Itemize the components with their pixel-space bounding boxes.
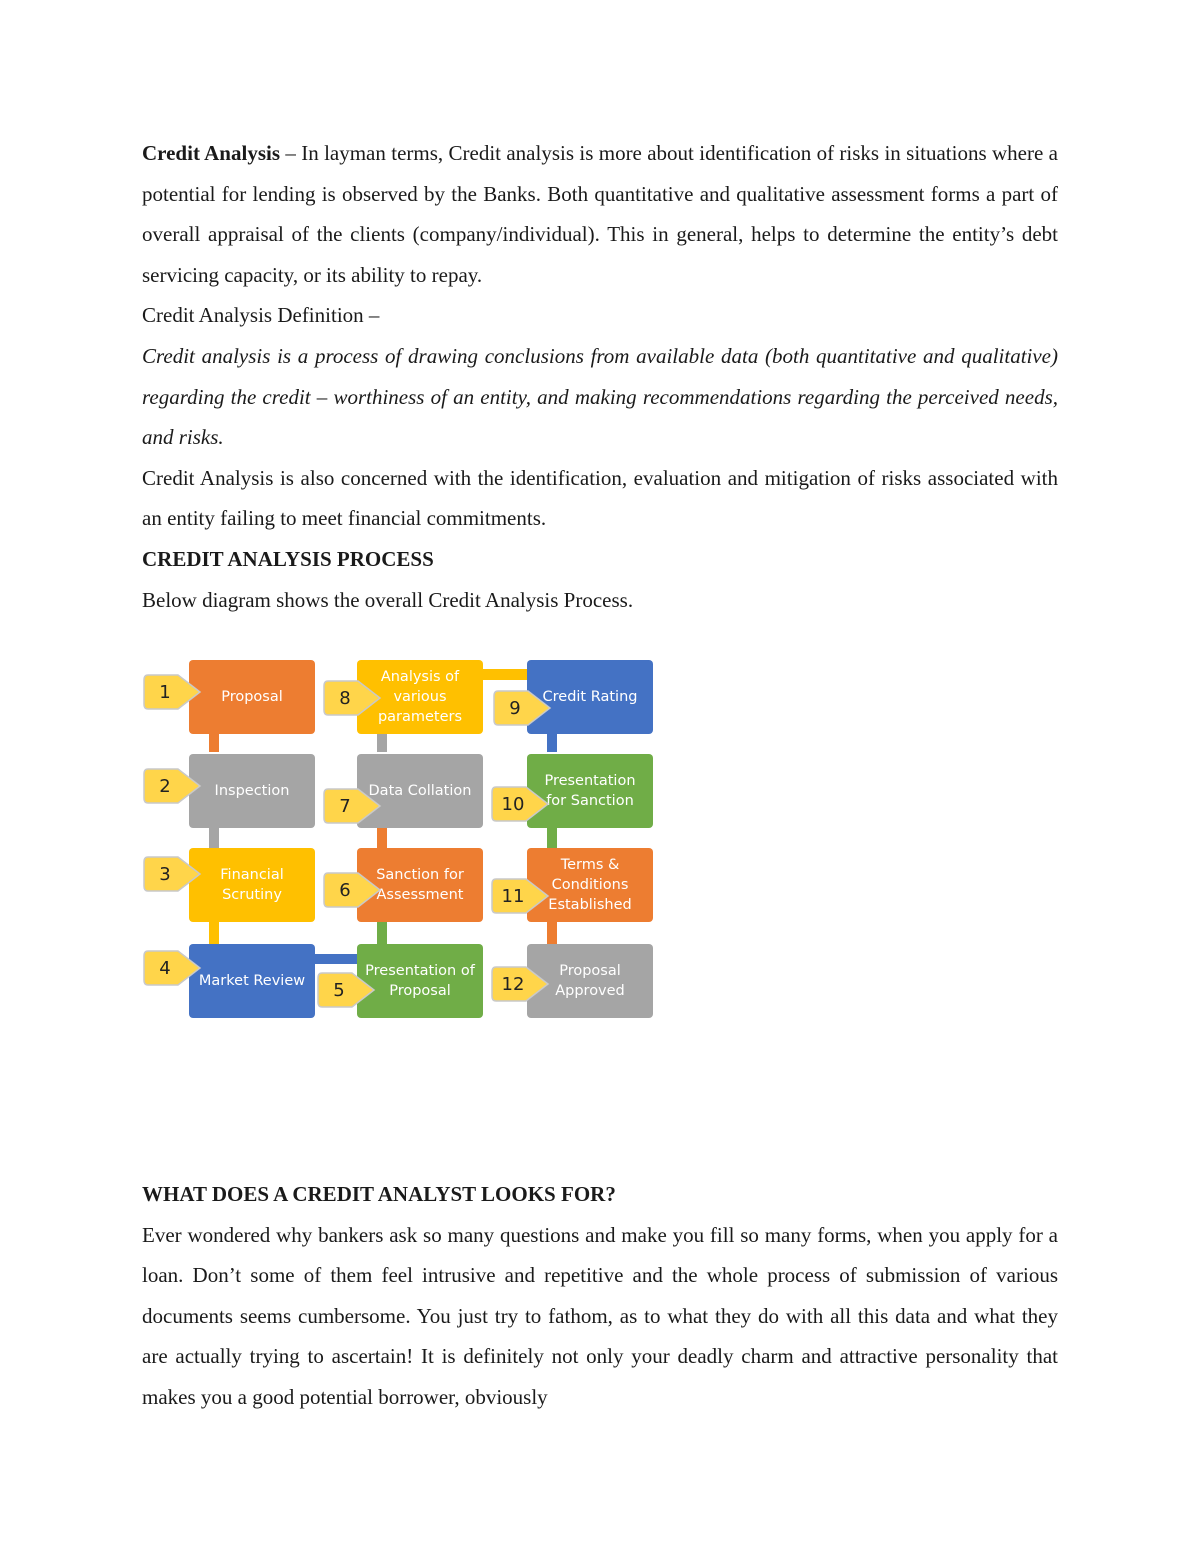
connector-10-11 [547,828,557,848]
step-box-financial-scrutiny [189,848,315,922]
step-number-12: 12 [501,973,525,995]
step-label-3: Financial Scrutiny [220,867,284,903]
looks-heading: WHAT DOES A CREDIT ANALYST LOOKS FOR? [142,1182,616,1206]
step-box-market-review [189,944,315,1018]
step-badge-6 [322,870,384,910]
step-number-1: 1 [159,681,171,703]
step-badge-10 [490,784,552,824]
step-badge-11 [490,876,552,916]
intro-text: – In layman terms, Credit analysis is more about identification of risks in situations where a potential for lending is observed by the Banks. Both quantitative and qualitative assessment forms a part of overall appraisal of the clients (company/individual). This in general, helps to determine the entity’s debt servicing capacity, or its ability to repay. [142,141,1058,287]
step-badge-3 [142,854,204,894]
process-heading: CREDIT ANALYSIS PROCESS [142,546,434,571]
step-badge-4 [142,948,204,988]
looks-paragraph: Ever wondered why bankers ask so many questions and make you fill so many forms, when you apply for a loan. Don’t some of them feel intrusive and repetitive and the whole process of submission of various documents seems cumbersome. You just try to fathom, as to what they do with all this data and what they are actually trying to ascertain! It is definitely not only your deadly charm and attractive personality that makes you a good potential borrower, obviously [142,1222,1058,1409]
connector-7-8 [377,734,387,752]
step-box-inspection [189,754,315,828]
definition-label: Credit Analysis Definition – [142,303,380,328]
step-label-6: Sanction for Assessment [376,867,464,903]
step-badge-9 [492,688,554,728]
step-badge-8 [322,678,384,718]
step-label-12: Proposal Approved [555,963,625,999]
step-label-7: Data Collation [368,783,472,799]
connector-2-3 [209,828,219,848]
step-label-11: Terms & Conditions Established [548,857,632,913]
step-badge-2 [142,766,204,806]
step-number-5: 5 [333,979,345,1001]
step-badge-5 [316,970,378,1010]
step-number-6: 6 [339,879,351,901]
step-label-4: Market Review [198,973,306,989]
step-label-5: Presentation of Proposal [365,963,475,999]
step-number-4: 4 [159,957,171,979]
step-label-10: Presentation for Sanction [544,773,636,809]
step-label-8: Analysis of various parameters [377,669,463,725]
step-number-7: 7 [339,795,351,817]
intro-paragraph [142,133,1058,295]
connector-5-6 [377,922,387,944]
connector-3-4 [209,922,219,944]
connector-6-7 [377,828,387,848]
step-number-3: 3 [159,863,171,885]
step-label-9: Credit Rating [542,689,638,705]
document-body-continued [142,1174,1058,1418]
process-intro: Below diagram shows the overall Credit Analysis Process. [142,587,634,612]
step-number-10: 10 [501,793,525,815]
step-number-11: 11 [501,885,525,907]
intro-term: Credit Analysis [142,141,280,165]
step-box-proposal [189,660,315,734]
concern-paragraph: Credit Analysis is also concerned with the identification, evaluation and mitigation of risks associated with an entity failing to meet financial commitments. [142,465,1058,531]
connector-9-10 [547,734,557,752]
step-number-8: 8 [339,687,351,709]
step-number-9: 9 [509,697,521,719]
step-number-2: 2 [159,775,171,797]
connector-8-9 [483,669,527,680]
connector-11-12 [547,922,557,944]
step-badge-12 [490,964,552,1004]
step-label-2: Inspection [214,783,290,799]
connector-4-5 [315,954,357,964]
step-badge-1 [142,672,204,712]
step-badge-7 [322,786,384,826]
step-label-1: Proposal [221,689,283,705]
document-body [142,133,1058,620]
credit-analysis-process-diagram [140,652,660,1027]
connector-1-2 [209,734,219,752]
definition-text: Credit analysis is a process of drawing conclusions from available data (both quantitative and qualitative) regarding the credit – worthiness of an entity, and making recommendations regarding the perceived needs, and risks. [142,343,1058,450]
